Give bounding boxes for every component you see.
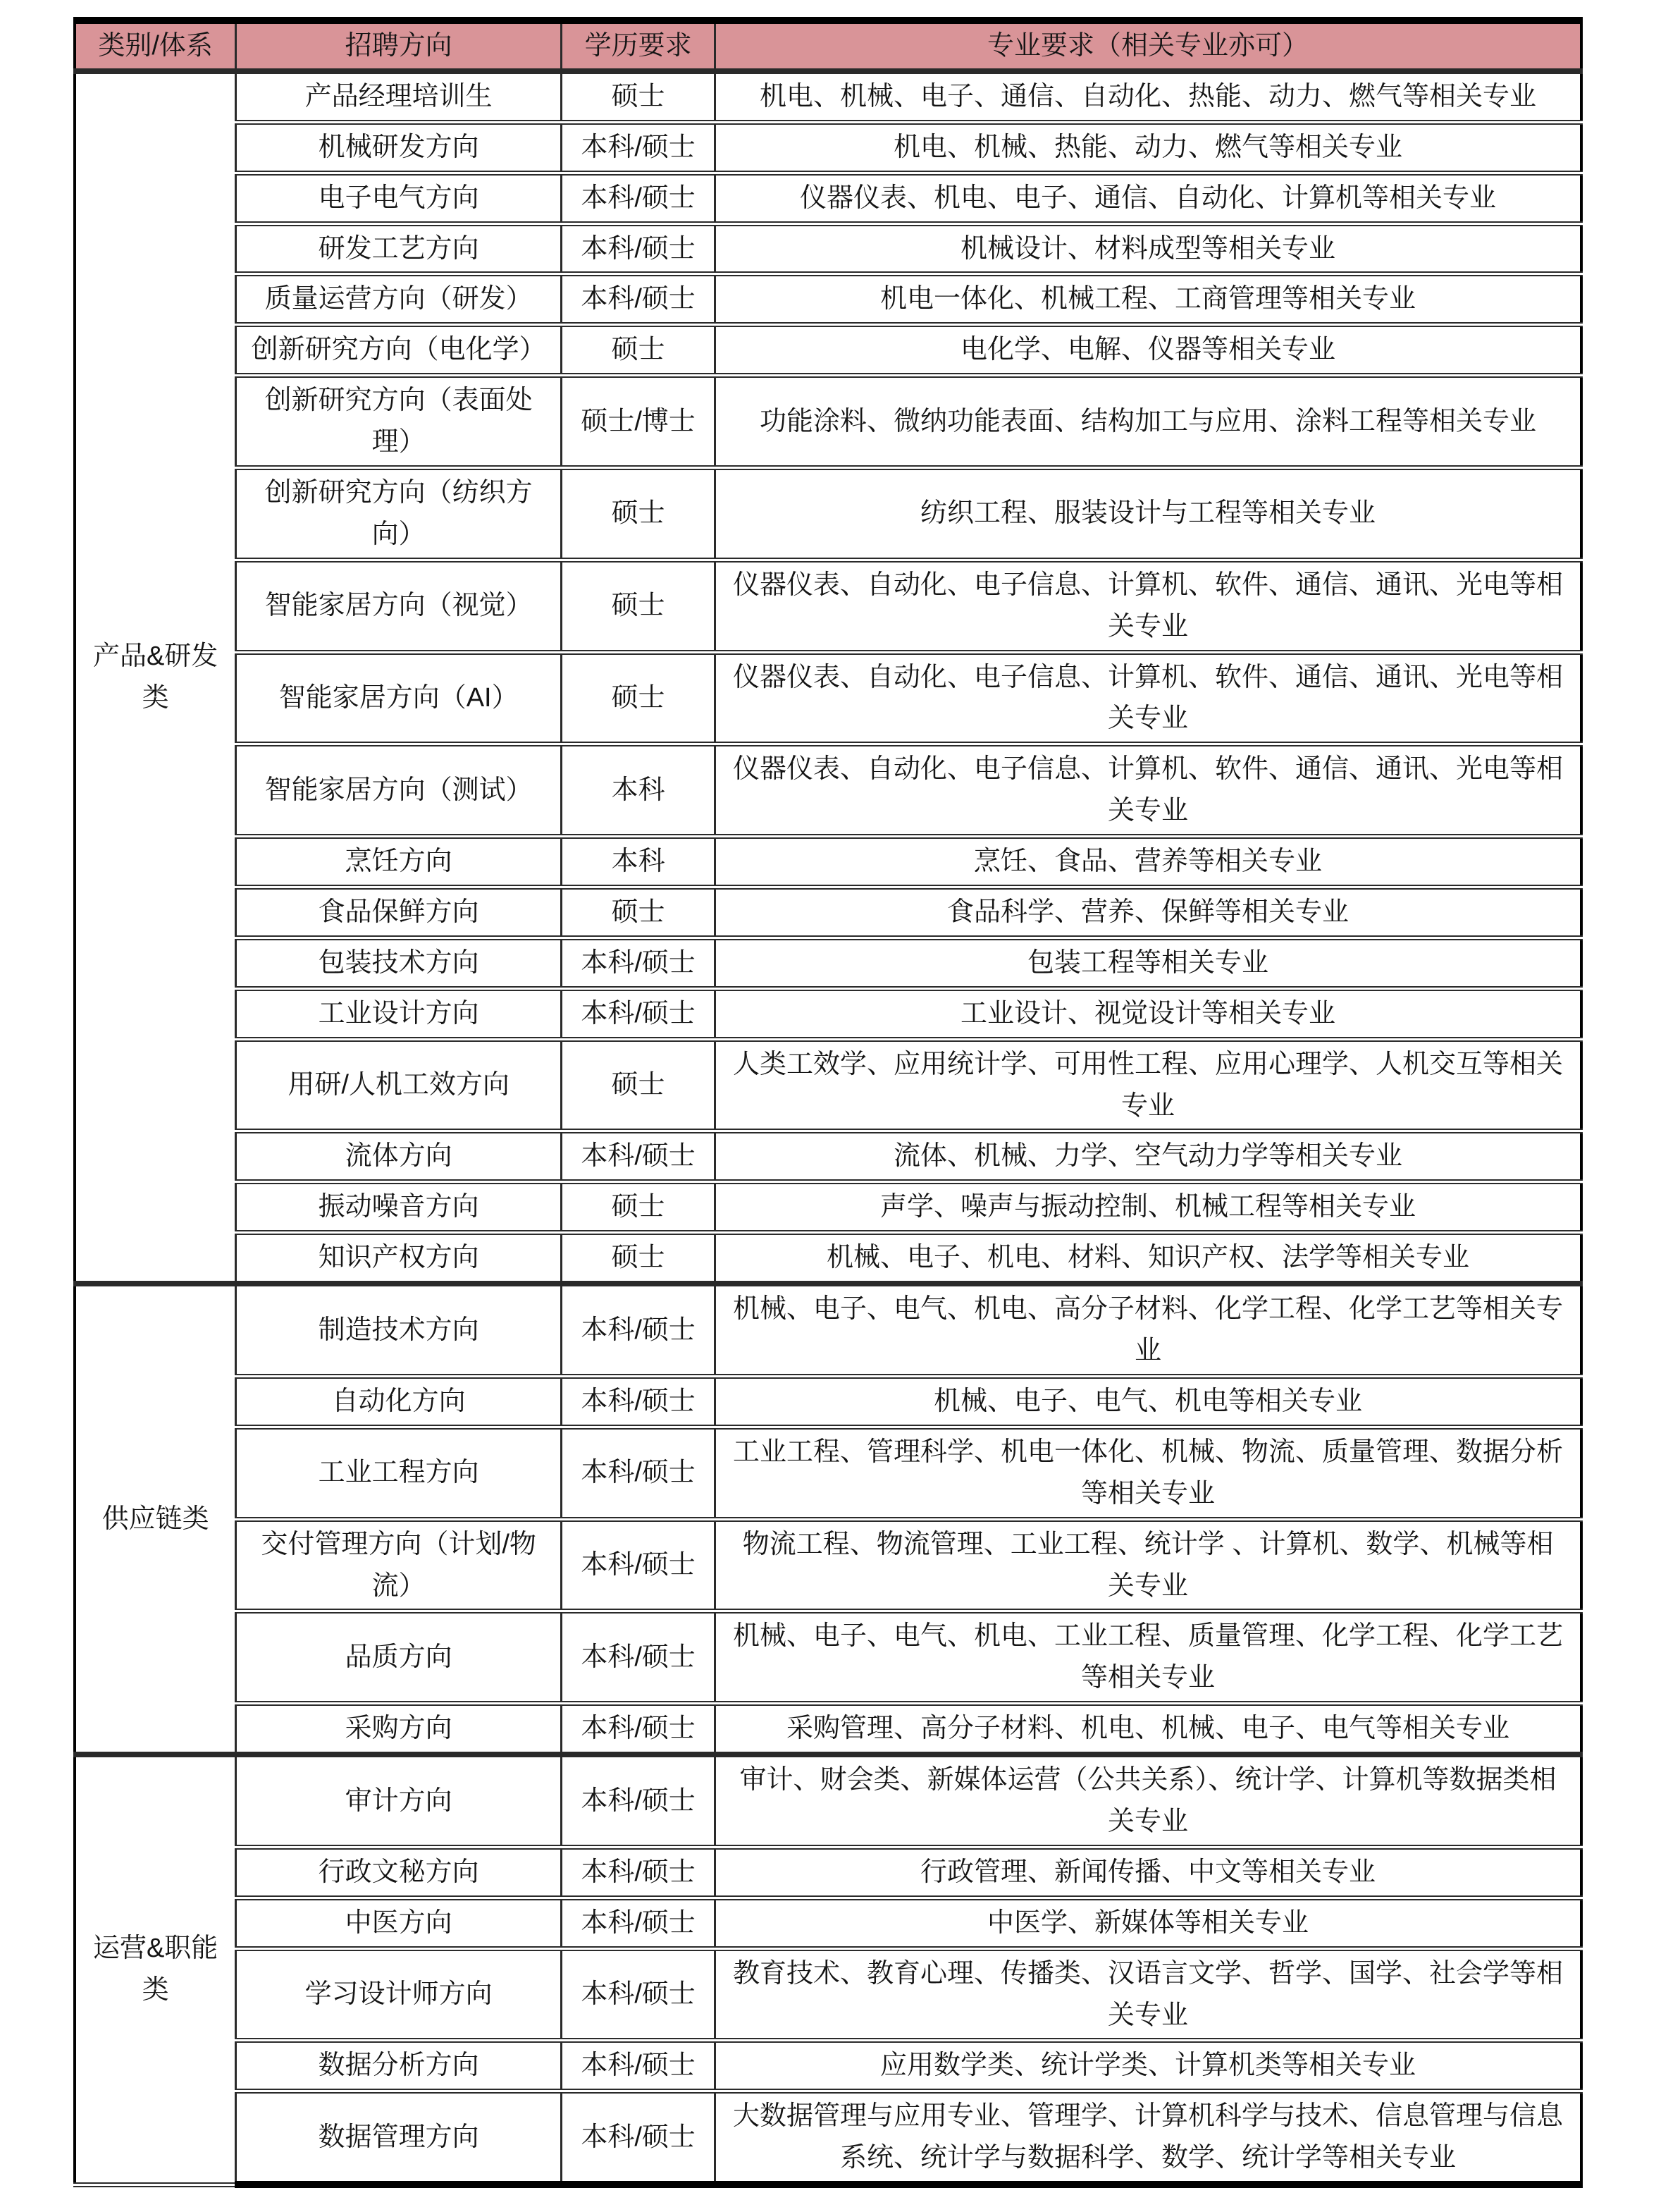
education-cell: 硕士 [562, 1039, 715, 1131]
education-cell: 本科 [562, 837, 715, 887]
direction-cell: 智能家居方向（AI） [236, 652, 562, 744]
majors-cell: 仪器仪表、自动化、电子信息、计算机、软件、通信、通讯、光电等相关专业 [715, 560, 1581, 652]
education-cell: 本科/硕士 [562, 1611, 715, 1704]
table-row [75, 1704, 1581, 1754]
majors-cell: 工业工程、管理科学、机电一体化、机械、物流、质量管理、数据分析等相关专业 [715, 1427, 1581, 1519]
direction-cell: 电子电气方向 [236, 173, 562, 223]
table-row [75, 1284, 1581, 1376]
majors-cell: 流体、机械、力学、空气动力学等相关专业 [715, 1131, 1581, 1182]
education-cell: 硕士 [562, 560, 715, 652]
table-row [75, 1039, 1581, 1131]
education-cell: 硕士 [562, 325, 715, 376]
direction-cell: 学习设计师方向 [236, 1948, 562, 2041]
table-row [75, 2041, 1581, 2091]
majors-cell: 人类工效学、应用统计学、可用性工程、应用心理学、人机交互等相关专业 [715, 1039, 1581, 1131]
table-row [75, 1427, 1581, 1519]
education-cell: 硕士 [562, 1182, 715, 1233]
education-cell: 本科/硕士 [562, 223, 715, 274]
table-row [75, 887, 1581, 938]
direction-cell: 创新研究方向（表面处理） [236, 376, 562, 468]
table-row [75, 1948, 1581, 2041]
majors-cell: 应用数学类、统计学类、计算机类等相关专业 [715, 2041, 1581, 2091]
direction-cell: 智能家居方向（测试） [236, 744, 562, 837]
majors-cell: 机械、电子、电气、机电等相关专业 [715, 1376, 1581, 1427]
education-cell: 本科/硕士 [562, 938, 715, 988]
majors-cell: 机电、机械、热能、动力、燃气等相关专业 [715, 122, 1581, 173]
direction-cell: 创新研究方向（电化学） [236, 325, 562, 376]
table-body [75, 71, 1581, 2184]
table-row [75, 2091, 1581, 2184]
education-cell: 本科/硕士 [562, 173, 715, 223]
category-cell: 产品&研发类 [75, 71, 236, 1284]
table-row [75, 173, 1581, 223]
direction-cell: 用研/人机工效方向 [236, 1039, 562, 1131]
direction-cell: 创新研究方向（纺织方向） [236, 468, 562, 560]
education-cell: 硕士 [562, 652, 715, 744]
table-header [75, 20, 1581, 71]
majors-cell: 教育技术、教育心理、传播类、汉语言文学、哲学、国学、社会学等相关专业 [715, 1948, 1581, 2041]
majors-cell: 机械、电子、电气、机电、工业工程、质量管理、化学工程、化学工艺等相关专业 [715, 1611, 1581, 1704]
education-cell: 本科/硕士 [562, 1284, 715, 1376]
direction-cell: 产品经理培训生 [236, 71, 562, 122]
direction-cell: 工业设计方向 [236, 988, 562, 1039]
education-cell: 硕士/博士 [562, 376, 715, 468]
education-cell: 硕士 [562, 887, 715, 938]
majors-cell: 声学、噪声与振动控制、机械工程等相关专业 [715, 1182, 1581, 1233]
direction-cell: 研发工艺方向 [236, 223, 562, 274]
direction-cell: 交付管理方向（计划/物流） [236, 1519, 562, 1611]
majors-cell: 审计、财会类、新媒体运营（公共关系）、统计学、计算机等数据类相关专业 [715, 1754, 1581, 1847]
direction-cell: 机械研发方向 [236, 122, 562, 173]
majors-cell: 电化学、电解、仪器等相关专业 [715, 325, 1581, 376]
table-row [75, 1519, 1581, 1611]
majors-cell: 食品科学、营养、保鲜等相关专业 [715, 887, 1581, 938]
education-cell: 本科/硕士 [562, 1519, 715, 1611]
majors-cell: 中医学、新媒体等相关专业 [715, 1898, 1581, 1948]
majors-cell: 行政管理、新闻传播、中文等相关专业 [715, 1847, 1581, 1898]
table-row [75, 1182, 1581, 1233]
table-row [75, 325, 1581, 376]
education-cell: 本科/硕士 [562, 274, 715, 325]
table-row [75, 1233, 1581, 1284]
education-cell: 本科/硕士 [562, 1704, 715, 1754]
majors-cell: 大数据管理与应用专业、管理学、计算机科学与技术、信息管理与信息系统、统计学与数据科学、数学、统计学等相关专业 [715, 2091, 1581, 2184]
direction-cell: 质量运营方向（研发） [236, 274, 562, 325]
majors-cell: 纺织工程、服装设计与工程等相关专业 [715, 468, 1581, 560]
direction-cell: 振动噪音方向 [236, 1182, 562, 1233]
education-cell: 本科/硕士 [562, 1131, 715, 1182]
table-row [75, 122, 1581, 173]
col-header-majors: 专业要求（相关专业亦可） [715, 20, 1581, 71]
education-cell: 本科/硕士 [562, 1898, 715, 1948]
education-cell: 本科/硕士 [562, 1376, 715, 1427]
majors-cell: 机械、电子、电气、机电、高分子材料、化学工程、化学工艺等相关专业 [715, 1284, 1581, 1376]
table-row [75, 744, 1581, 837]
header-row [75, 20, 1581, 71]
table-row [75, 274, 1581, 325]
education-cell: 本科/硕士 [562, 1754, 715, 1847]
majors-cell: 物流工程、物流管理、工业工程、统计学 、计算机、数学、机械等相关专业 [715, 1519, 1581, 1611]
direction-cell: 行政文秘方向 [236, 1847, 562, 1898]
recruitment-table [73, 17, 1583, 2188]
direction-cell: 数据分析方向 [236, 2041, 562, 2091]
education-cell: 本科/硕士 [562, 988, 715, 1039]
majors-cell: 机电一体化、机械工程、工商管理等相关专业 [715, 274, 1581, 325]
direction-cell: 流体方向 [236, 1131, 562, 1182]
category-cell: 供应链类 [75, 1284, 236, 1754]
education-cell: 硕士 [562, 468, 715, 560]
table-row [75, 1754, 1581, 1847]
majors-cell: 包装工程等相关专业 [715, 938, 1581, 988]
table-row [75, 468, 1581, 560]
majors-cell: 仪器仪表、自动化、电子信息、计算机、软件、通信、通讯、光电等相关专业 [715, 652, 1581, 744]
direction-cell: 数据管理方向 [236, 2091, 562, 2184]
table-row [75, 560, 1581, 652]
table-row [75, 1898, 1581, 1948]
majors-cell: 机械、电子、机电、材料、知识产权、法学等相关专业 [715, 1233, 1581, 1284]
col-header-education: 学历要求 [562, 20, 715, 71]
direction-cell: 食品保鲜方向 [236, 887, 562, 938]
col-header-category: 类别/体系 [75, 20, 236, 71]
education-cell: 硕士 [562, 71, 715, 122]
education-cell: 硕士 [562, 1233, 715, 1284]
direction-cell: 采购方向 [236, 1704, 562, 1754]
table-row [75, 1131, 1581, 1182]
category-cell: 运营&职能类 [75, 1754, 236, 2184]
table-row [75, 988, 1581, 1039]
table-row [75, 837, 1581, 887]
education-cell: 本科/硕士 [562, 2091, 715, 2184]
direction-cell: 品质方向 [236, 1611, 562, 1704]
education-cell: 本科/硕士 [562, 2041, 715, 2091]
majors-cell: 仪器仪表、自动化、电子信息、计算机、软件、通信、通讯、光电等相关专业 [715, 744, 1581, 837]
direction-cell: 包装技术方向 [236, 938, 562, 988]
direction-cell: 工业工程方向 [236, 1427, 562, 1519]
table-row [75, 71, 1581, 122]
majors-cell: 工业设计、视觉设计等相关专业 [715, 988, 1581, 1039]
direction-cell: 审计方向 [236, 1754, 562, 1847]
table-row [75, 938, 1581, 988]
education-cell: 本科/硕士 [562, 1847, 715, 1898]
direction-cell: 烹饪方向 [236, 837, 562, 887]
majors-cell: 烹饪、食品、营养等相关专业 [715, 837, 1581, 887]
table-row [75, 1847, 1581, 1898]
table-row [75, 652, 1581, 744]
direction-cell: 自动化方向 [236, 1376, 562, 1427]
direction-cell: 智能家居方向（视觉） [236, 560, 562, 652]
majors-cell: 仪器仪表、机电、电子、通信、自动化、计算机等相关专业 [715, 173, 1581, 223]
majors-cell: 采购管理、高分子材料、机电、机械、电子、电气等相关专业 [715, 1704, 1581, 1754]
col-header-direction: 招聘方向 [236, 20, 562, 71]
table-row [75, 223, 1581, 274]
education-cell: 本科/硕士 [562, 1427, 715, 1519]
direction-cell: 中医方向 [236, 1898, 562, 1948]
education-cell: 本科/硕士 [562, 1948, 715, 2041]
direction-cell: 知识产权方向 [236, 1233, 562, 1284]
education-cell: 本科 [562, 744, 715, 837]
table-row [75, 376, 1581, 468]
direction-cell: 制造技术方向 [236, 1284, 562, 1376]
majors-cell: 机电、机械、电子、通信、自动化、热能、动力、燃气等相关专业 [715, 71, 1581, 122]
table-row [75, 1611, 1581, 1704]
majors-cell: 功能涂料、微纳功能表面、结构加工与应用、涂料工程等相关专业 [715, 376, 1581, 468]
table-row [75, 1376, 1581, 1427]
majors-cell: 机械设计、材料成型等相关专业 [715, 223, 1581, 274]
education-cell: 本科/硕士 [562, 122, 715, 173]
